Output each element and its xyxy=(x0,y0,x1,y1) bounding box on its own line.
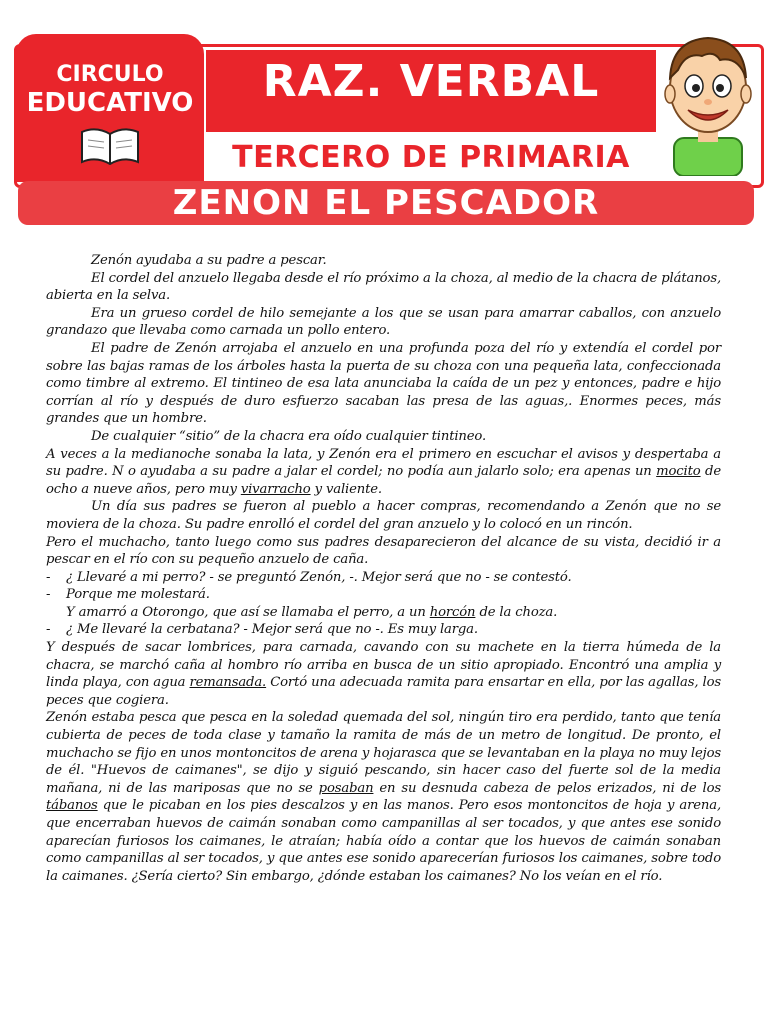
document-title: ZENON EL PESCADOR xyxy=(172,183,600,223)
paragraph: Pero el muchacho, tanto luego como sus padres desaparecieron del alcance de su vista, decidió ir a pescar en el río con su pequeño anzuelo de caña. xyxy=(46,534,721,568)
paragraph: Y después de sacar lombrices, para carnada, cavando con su machete en la tierra húmeda de la chacra, se marchó caña al hombro río arriba en busca de un sitio apropiado. Encontró una amplia y linda playa, con agua remansada. Cortó una adecuada ramita para ensartar en ella, por las agallas, los peces que cogiera. xyxy=(46,640,721,708)
underlined-word: vivarracho xyxy=(240,481,311,497)
underlined-word: remansada. xyxy=(189,675,267,691)
subject-title: RAZ. VERBAL xyxy=(262,56,600,107)
dialogue-line: - ¿ Llevaré a mi perro? - se preguntó Zenón, -. Mejor será que no - se contestó. xyxy=(46,569,572,585)
underlined-word: posaban xyxy=(318,780,374,796)
paragraph: El cordel del anzuelo llegaba desde el río próximo a la choza, al medio de la chacra de plátanos, abierta en la selva. xyxy=(46,270,721,304)
dialogue-line: - Porque me molestará. xyxy=(46,587,210,603)
paragraph: Era un grueso cordel de hilo semejante a los que se usan para amarrar caballos, con anzuelo grandazo que llevaba como carnada un pollo entero. xyxy=(46,305,721,339)
story-text xyxy=(46,252,721,885)
logo-line2: EDUCATIVO xyxy=(26,88,194,118)
dialogue-line: - ¿ Me llevaré la cerbatana? - Mejor será que no -. Es muy larga. xyxy=(46,622,478,638)
cartoon-boy-icon xyxy=(658,26,758,176)
book-icon xyxy=(80,126,140,166)
paragraph: Zenón ayudaba a su padre a pescar. xyxy=(91,253,327,268)
grade-subtitle: TERCERO DE PRIMARIA xyxy=(232,140,630,175)
logo-line1: CIRCULO xyxy=(56,62,164,87)
paragraph: Un día sus padres se fueron al pueblo a hacer compras, recomendando a Zenón que no se moviera de la choza. Su padre enrolló el cordel del gran anzuelo y lo colocó en un rincón. xyxy=(46,499,721,532)
paragraph: De cualquier “sitio” de la chacra era oído cualquier tintineo. xyxy=(91,428,487,444)
paragraph: El padre de Zenón arrojaba el anzuelo en una profunda poza del río y extendía el cordel por sobre las bajas ramas de los árboles hasta la puerta de su choza con una pequeña lata, confeccionada como timbre al extremo. El tintineo de esa lata anunciaba la caída de un pez y entonces, padre e hijo corrían al río y después de duro esfuerzo sacaban las presa de las aguas,. Enormes peces, más grandes que un hombre. xyxy=(46,340,721,427)
underlined-word: mocito xyxy=(656,464,701,480)
underlined-word: tábanos xyxy=(46,798,98,814)
header-banner xyxy=(10,18,758,175)
paragraph: Zenón estaba pesca que pesca en la soledad quemada del sol, ningún tiro era perdido, tanto que tenía cubierta de peces de toda clase y tamaño la ramita de más de un metro de longitud. De pronto, el muchacho se fijo en unos montoncitos de arena y hojarasca que se levantaban en la playa no muy lejos de él. "Huevos de caimanes", se dijo y siguió pescando, sin hacer caso del fuerte sol de la media mañana, ni de las mariposas que no se posaban en su desnuda cabeza de pelos erizados, ni de los tábanos que le picaban en los pies descalzos y en las manos. Pero esos montoncitos de hoja y arena, que encerraban huevos de caimán sonaban como campanillas al ser tocados, y que antes ese sonido aparecían furiosos los caimanes, le atraían; había oído a contar que los huevos de caimán sonaban como campanillas al ser tocados, y que antes ese sonido aparecerían furiosos los caimanes, sobre todo la caimanes. ¿Sería cierto? Sin embargo, ¿dónde estaban los caimanes? No los veían en el río. xyxy=(46,710,721,884)
dialogue-line: Y amarró a Otorongo, que así se llamaba el perro, a un horcón de la choza. xyxy=(66,604,558,620)
paragraph: A veces a la medianoche sonaba la lata, y Zenón era el primero en escuchar el avisos y despertaba a su padre. N o ayudaba a su padre a jalar el cordel; no podía aun jalarlo solo; era apenas un mocito de ocho a nueve años, pero muy vivarracho y valiente. xyxy=(46,446,721,497)
underlined-word: horcón xyxy=(429,604,476,620)
